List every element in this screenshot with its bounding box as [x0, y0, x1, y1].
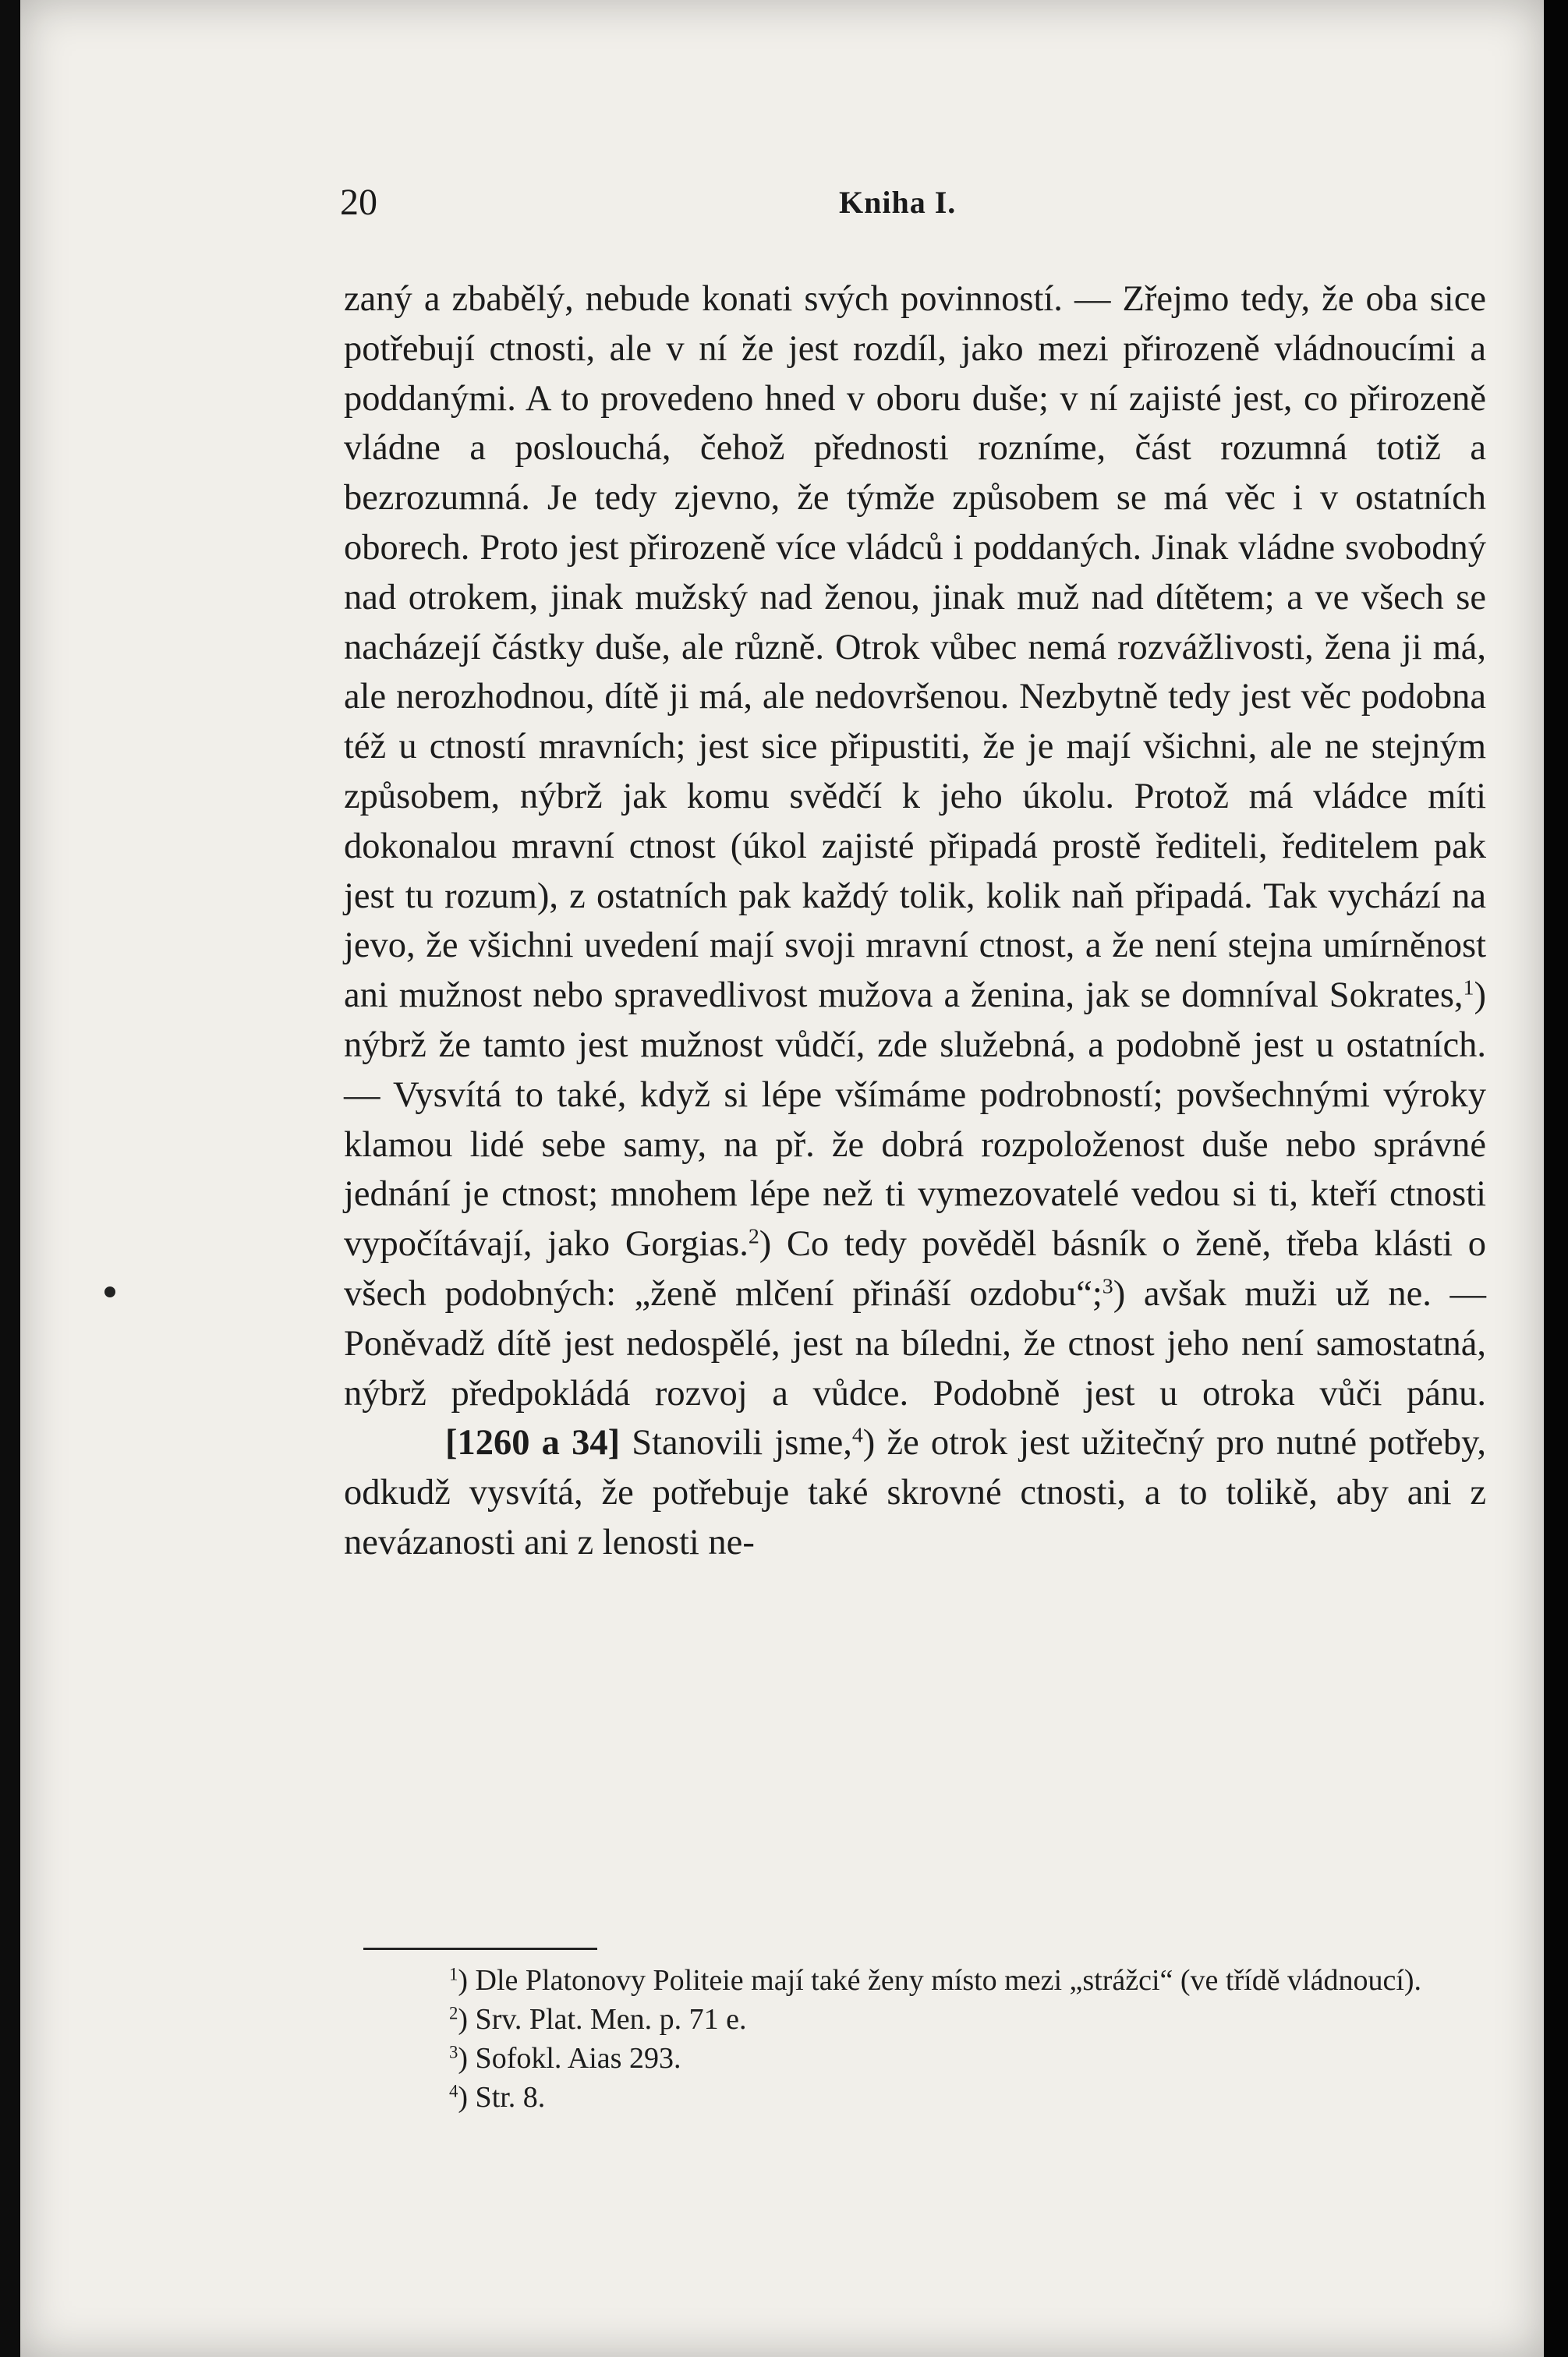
footnote-2 [363, 2000, 1478, 2039]
paragraph-1-text-d: ) avšak muži už ne. — Poněvadž dítě jest nedospělé, jest na bíledni, že ctnost jeho není samostatná, nýbrž předpokládá rozvoj a vůdce. Podobně jest u otroka vůči pánu. [344, 1273, 1486, 1414]
footnote-ref-4: 4 [851, 1423, 863, 1448]
footnote-ref-1: 1 [1463, 975, 1474, 1000]
footnotes [363, 1961, 1478, 2117]
margin-dot [104, 1286, 115, 1297]
footnote-mark: 2 [449, 2003, 458, 2023]
footnote-text: ) Srv. Plat. Men. p. 71 e. [458, 2003, 747, 2036]
scan-edge [1544, 0, 1568, 2357]
paragraph-1-text-a: zaný a zbabělý, nebude konati svých povinností. — Zřejmo tedy, že oba sice potřebují ctnosti, ale v ní že jest rozdíl, jako mezi přirozeně vládnoucími a poddanými. A to provedeno hned v oboru duše; v ní zajisté jest, co přirozeně vládne a poslouchá, čehož přednosti rozníme, část rozumná totiž a bezrozumná. Je tedy zjevno, že týmže způsobem se má věc i v ostatních oborech. Proto jest přirozeně více vládců i poddaných. Jinak vládne svobodný nad otrokem, jinak mužský nad ženou, jinak muž nad dítětem; a ve všech se nacházejí částky duše, ale různě. Otrok vůbec nemá rozvážlivosti, žena ji má, ale nerozhodnou, dítě ji má, ale nedovršenou. Nezbytně tedy jest věc podobna též u ctností mravních; jest sice připustiti, že je mají všichni, ale ne stejným způsobem, nýbrž jak komu svědčí k jeho úkolu. Protož má vládce míti dokonalou mravní ctnost (úkol zajisté připadá prostě řediteli, ředitelem pak jest tu rozum), z ostatních pak každý tolik, kolik naň připadá. Tak vychází na jevo, že všichni uvedení mají svoji mravní ctnost, a že není stejna umírněnost ani mužnost nebo spravedlivost mužova a ženina, jak se domníval Sokrates, [344, 279, 1486, 1016]
paragraph-1 [344, 274, 1486, 1418]
running-title: Kniha I. [839, 185, 957, 220]
footnote-text: ) Sofokl. Aias 293. [458, 2042, 681, 2075]
body-text [344, 274, 1486, 1568]
footnote-ref-3: 3 [1102, 1274, 1113, 1299]
footnote-divider [363, 1948, 597, 1950]
paragraph-1-text-c: ) Co tedy pověděl básník o ženě, třeba klásti o všech podobných: „ženě mlčení přináší ozdobu“; [344, 1224, 1486, 1314]
bekker-reference: [1260 a 34] [445, 1423, 621, 1463]
footnote-3 [363, 2039, 1478, 2078]
paragraph-1-text-b: ) nýbrž že tamto jest mužnost vůdčí, zde služebná, a podobně jest u ostatních. — Vysvítá to také, když si lépe všímáme podrobností; povšechnými výroky klamou lidé sebe samy, na př. že dobrá rozpoloženost duše nebo správné jednání je ctnost; mnohem lépe než ti vymezovatelé vedou si ti, kteří ctnosti vypočítávají, jako Gorgias. [344, 975, 1486, 1265]
footnote-text: ) Dle Platonovy Politeie mají také ženy místo mezi „strážci“ (ve třídě vládnoucí). [458, 1964, 1422, 1997]
paragraph-2 [344, 1418, 1486, 1567]
paragraph-2-text-a: Stanovili jsme, [620, 1423, 852, 1463]
paragraph-2-text-b: ) že otrok jest užitečný pro nutné potřeby, odkudž vysvítá, že potřebuje také skrovné ctnosti, a to tolikě, aby ani z nevázanosti ani z lenosti ne- [344, 1423, 1487, 1562]
footnote-text: ) Str. 8. [458, 2081, 546, 2114]
book-page [20, 0, 1544, 2357]
footnote-mark: 4 [449, 2081, 458, 2101]
page-number: 20 [340, 182, 377, 223]
footnote-4 [363, 2078, 1478, 2117]
page-header [317, 181, 1486, 228]
footnote-1 [363, 1961, 1478, 2000]
footnote-ref-2: 2 [748, 1224, 759, 1249]
footnote-mark: 1 [449, 1964, 458, 1984]
footnote-mark: 3 [449, 2042, 458, 2062]
